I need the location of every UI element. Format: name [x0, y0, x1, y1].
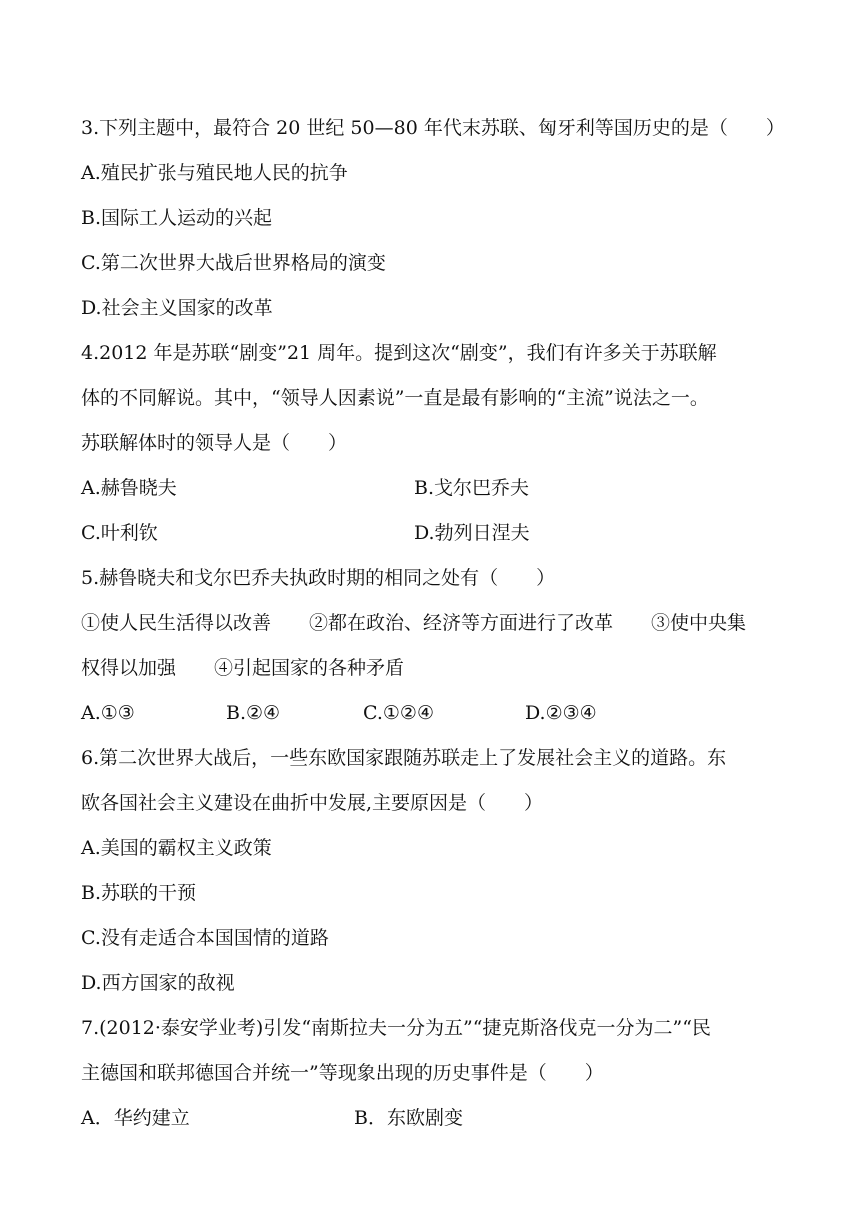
- question-7: [81, 1011, 781, 1146]
- question-6-option-c: C.没有走适合本国国情的道路: [81, 927, 329, 949]
- question-6-option-d: D.西方国家的敌视: [81, 972, 235, 994]
- question-4-options-row-2: [81, 516, 781, 561]
- question-6-option-a: A.美国的霸权主义政策: [81, 837, 272, 859]
- question-7-options-row: [81, 1101, 781, 1146]
- question-5-option-c: C.①②④: [363, 702, 434, 724]
- question-4-stem-line-2: 体的不同解说。其中，“领导人因素说”一直是最有影响的“主流”说法之一。: [81, 387, 709, 409]
- question-5-stem-line-2: ①使人民生活得以改善 ②都在政治、经济等方面进行了改革 ③使中央集: [81, 612, 747, 634]
- question-6-stem-line-1: 6.第二次世界大战后，一些东欧国家跟随苏联走上了发展社会主义的道路。东: [81, 747, 727, 769]
- question-4-options-row-1: [81, 471, 781, 516]
- question-5-stem-line-1: 5.赫鲁晓夫和戈尔巴乔夫执政时期的相同之处有（ ）: [81, 567, 556, 589]
- question-4: [81, 336, 781, 561]
- question-6-stem-line-2: 欧各国社会主义建设在曲折中发展,主要原因是（ ）: [81, 792, 544, 814]
- question-5: [81, 561, 781, 741]
- question-4-option-d: D.勃列日涅夫: [414, 522, 530, 544]
- question-sheet: [81, 111, 785, 1146]
- question-3-option-b: B.国际工人运动的兴起: [81, 207, 273, 229]
- question-4-option-b: B.戈尔巴乔夫: [414, 477, 530, 499]
- question-4-stem-line-1: 4.2012 年是苏联“剧变”21 周年。提到这次“剧变”，我们有许多关于苏联解: [81, 342, 717, 364]
- question-5-stem-line-3: 权得以加强 ④引起国家的各种矛盾: [81, 657, 405, 679]
- question-7-stem-line-1: 7.(2012·泰安学业考)引发“南斯拉夫一分为五”“捷克斯洛伐克一分为二”“民: [81, 1017, 711, 1039]
- question-4-option-c: C.叶利钦: [81, 522, 158, 544]
- question-5-option-a: A.①③: [81, 702, 135, 724]
- question-6-option-b: B.苏联的干预: [81, 882, 197, 904]
- question-7-option-a: A．华约建立: [81, 1107, 190, 1129]
- question-4-option-a: A.赫鲁晓夫: [81, 477, 177, 499]
- question-5-option-b: B.②④: [226, 702, 281, 724]
- question-3-option-c: C.第二次世界大战后世界格局的演变: [81, 252, 386, 274]
- question-7-option-b: B．东欧剧变: [354, 1107, 463, 1129]
- question-5-option-d: D.②③④: [525, 702, 597, 724]
- question-3-option-a: A.殖民扩张与殖民地人民的抗争: [81, 162, 348, 184]
- question-7-stem-line-2: 主德国和联邦德国合并统一”等现象出现的历史事件是（ ）: [81, 1062, 604, 1084]
- question-3: [81, 111, 785, 336]
- question-6: [81, 741, 781, 1011]
- question-3-option-d: D.社会主义国家的改革: [81, 297, 273, 319]
- question-4-stem-line-3: 苏联解体时的领导人是（ ）: [81, 432, 348, 454]
- question-5-options-row: [81, 696, 781, 741]
- question-3-stem: 3.下列主题中，最符合 20 世纪 50—80 年代末苏联、匈牙利等国历史的是（ ）: [81, 117, 785, 139]
